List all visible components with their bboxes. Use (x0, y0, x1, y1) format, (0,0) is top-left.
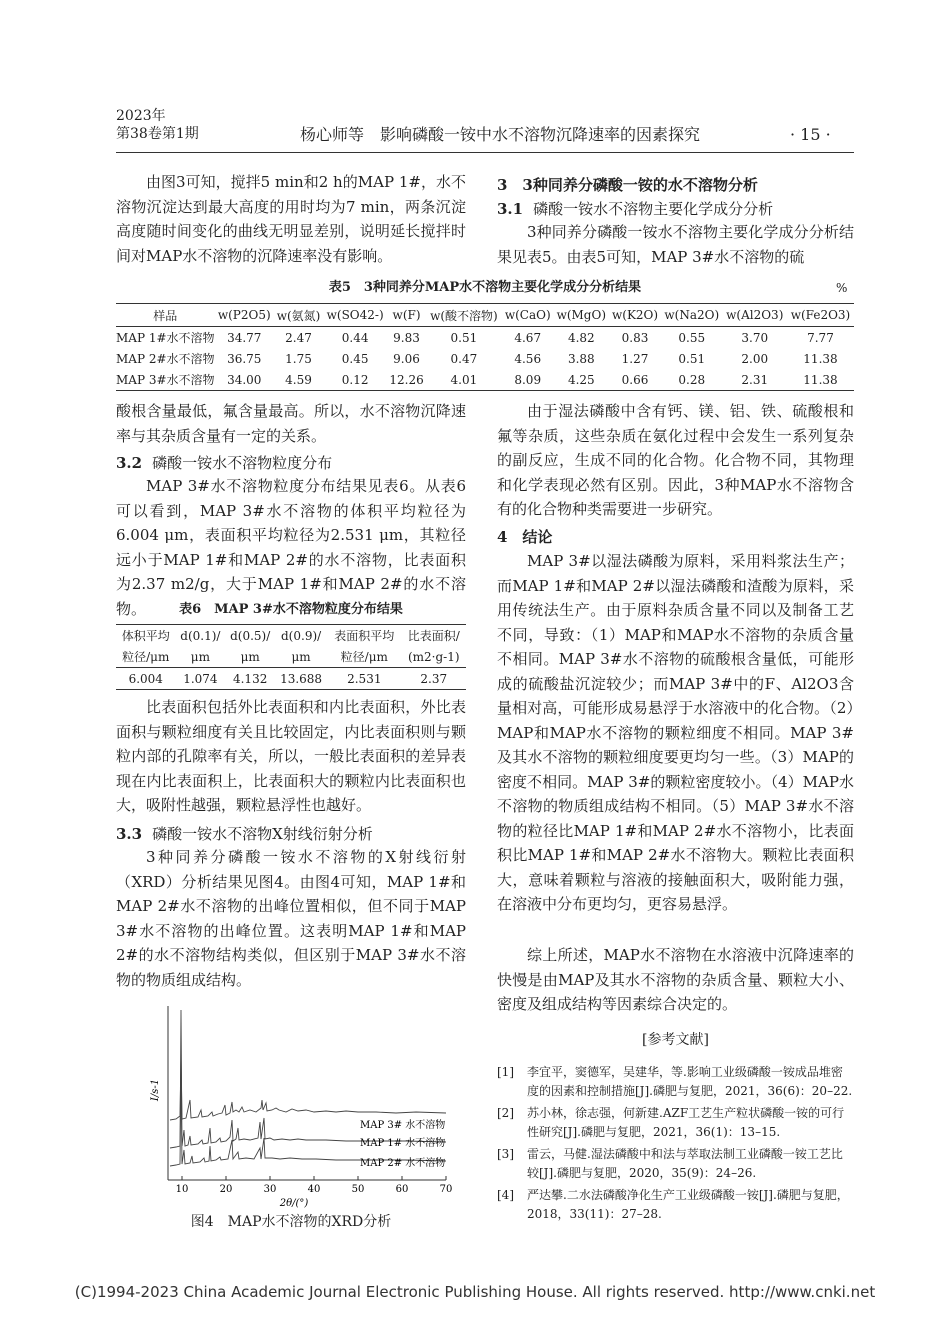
table-6-cell: 2.531 (347, 671, 382, 686)
table-5-cell: 3.70 (741, 330, 769, 345)
table-5-cell: 2.31 (741, 372, 769, 387)
table-6-header: d(0.1)/ (180, 628, 221, 643)
section-3-3-title: 磷酸一铵水不溶物X射线衍射分析 (152, 825, 373, 843)
table-5-cell: MAP 3#水不溶物 (116, 373, 215, 387)
table-5-cell: 4.59 (285, 372, 312, 387)
right-paragraph-2: 由于湿法磷酸中含有钙、镁、铝、铁、硫酸根和氟等杂质，这些杂质在氨化过程中会发生一系列复杂的副反应，生成不同的化合物。化合物不同，其物理和化学表现必然有区别。因此，3种MAP水不溶物含有的化合物种类需要进一步研究。 (497, 402, 854, 518)
section-3-1-title: 磷酸一铵水不溶物主要化学成分分析 (533, 200, 774, 218)
table-6-cell: 4.132 (232, 671, 268, 686)
table-5-cell: 0.47 (450, 351, 478, 366)
x-tick-label: 40 (307, 1184, 321, 1195)
section-3-2-title: 磷酸一铵水不溶物粒度分布 (152, 454, 333, 472)
left-paragraph-2: 酸根含量最低，氟含量最高。所以，水不溶物沉降速率与其杂质含量有一定的关系。 (116, 402, 466, 445)
section-3-3-number: 3.3 (116, 825, 143, 843)
section-3-1-heading (497, 198, 854, 220)
table-5-caption: 表5 3种同养分MAP水不溶物主要化学成分分析结果 (328, 280, 642, 295)
reference-item (497, 1063, 854, 1101)
table-5-cell: 34.00 (227, 372, 262, 387)
section-3-1-number: 3.1 (497, 200, 524, 218)
table-6-cell: 1.074 (183, 671, 218, 686)
table-5-header: w(K2O) (609, 304, 661, 327)
table-5 (116, 303, 854, 391)
legend-label-map2: MAP 2# 水不溶物 (360, 1158, 446, 1169)
table-6-caption: 表6 MAP 3#水不溶物粒度分布结果 (179, 602, 403, 617)
reference-number: [1] (497, 1065, 514, 1079)
table-5-header: w(Na2O) (661, 304, 723, 327)
table-6-header: d(0.5)/ (230, 628, 271, 643)
table-5-header: w(氨氮) (274, 304, 323, 327)
x-tick-label: 60 (395, 1184, 409, 1195)
table-5-cell: 11.38 (803, 372, 838, 387)
table-5-cell: 0.66 (621, 372, 649, 387)
table-5-cell: 4.56 (514, 351, 542, 366)
x-tick-label: 30 (263, 1184, 277, 1195)
section-4-heading: 4 结论 (497, 528, 553, 546)
table-6 (116, 624, 466, 690)
legend-label-map3: MAP 3# 水不溶物 (360, 1120, 446, 1131)
left-paragraph-1: 由图3可知，搅拌5 min和2 h的MAP 1#，水不溶物沉淀达到最大高度的用时均为7 min，两条沉淀高度随时间变化的曲线无明显差别，说明延长搅拌时间对MAP水不溶物的沉降速率没有影响。 (116, 173, 466, 265)
reference-number: [3] (497, 1147, 514, 1161)
left-paragraph-4: 比表面积包括外比表面积和内比表面积，外比表面积与颗粒细度有关且比较固定，内比表面积则与颗粒内部的孔隙率有关，所以，一般比表面积的差异表现在内比表面积上，比表面积大的颗粒内比表面积也大，吸附性越强，颗粒悬浮性也越好。 (116, 698, 466, 814)
reference-number: [2] (497, 1106, 514, 1120)
issue-volume: 第38卷第1期 (116, 126, 199, 142)
figure-4-caption: 图4 MAP水不溶物的XRD分析 (190, 1214, 392, 1230)
table-5-cell: 0.44 (341, 330, 369, 345)
reference-text: 严达攀.二水法磷酸净化生产工业级磷酸一铵[J].磷肥与复肥，2018，33(11)：27–28. (527, 1188, 849, 1221)
table-5-cell: 0.12 (341, 372, 369, 387)
table-5-header: w(F) (387, 304, 426, 327)
table-5-cell: 0.28 (678, 372, 706, 387)
table-5-row (116, 369, 854, 391)
table-5-cell: 1.75 (285, 351, 312, 366)
table-5-cell: MAP 1#水不溶物 (116, 331, 215, 345)
section-3-heading: 3 3种同养分磷酸一铵的水不溶物分析 (497, 176, 758, 194)
table-5-cell: 1.27 (621, 351, 649, 366)
table-5-cell: 0.51 (450, 330, 478, 345)
x-tick-label: 70 (439, 1184, 453, 1195)
copyright-footer: (C)1994-2023 China Academic Journal Electronic Publishing House. All rights reserved. http://www.cnki.net (74, 1283, 876, 1301)
legend-label-map1: MAP 1# 水不溶物 (360, 1138, 446, 1149)
references-title: [参考文献] (642, 1032, 709, 1048)
right-paragraph-3: MAP 3#以湿法磷酸为原料，采用料浆法生产；而MAP 1#和MAP 2#以湿法磷酸和渣酸为原料，采用传统法生产。由于原料杂质含量不同以及制备工艺不同，导致：（1）MAP和MAP水不溶物的杂质含量不相同。MAP 3#水不溶物的硫酸根含量低，可能形成的硫酸盐沉淀较少；而MAP 3#中的F、Al2O3含量相对高，可能形成易悬浮于水溶液中的化合物。（2）MAP和MAP水不溶物的颗粒细度不相同。MAP 3#及其水不溶物的颗粒细度要更均匀一些。（3）MAP的密度不相同。MAP 3#的颗粒密度较小。（4）MAP水不溶物的物质组成结构不相同。（5）MAP 3#水不溶物的粒径比MAP 1#和MAP 2#水不溶物小，比表面积比MAP 1#和MAP 2#水不溶物大。颗粒比表面积大，意味着颗粒与溶液的接触面积大，吸附能力强，在溶液中分布更均匀，更容易悬浮。 (497, 552, 854, 913)
xrd-figure (146, 1000, 456, 1210)
table-6-header: 体积平均 (121, 629, 170, 643)
right-paragraph-4: 综上所述，MAP水不溶物在水溶液中沉降速率的快慢是由MAP及其水不溶物的杂质含量、颗粒大小、密度及组成结构等因素综合决定的。 (497, 946, 854, 1013)
reference-item (497, 1145, 854, 1183)
table-5-header: w(CaO) (502, 304, 554, 327)
table-6-header: d(0.9)/ (281, 628, 322, 643)
table-6-cell: 13.688 (280, 671, 323, 686)
table-6-header: 表面积平均 (334, 629, 395, 643)
table-5-header: w(MgO) (553, 304, 609, 327)
table-5-cell: 4.67 (514, 330, 542, 345)
table-6-row (116, 668, 466, 690)
table-5-row (116, 348, 854, 369)
xrd-trace-map3 (170, 1056, 446, 1120)
section-3-3-heading (116, 823, 466, 845)
issue-year: 2023年 (116, 108, 166, 124)
table-5-cell: MAP 2#水不溶物 (116, 352, 215, 366)
page-number: · 15 · (790, 125, 831, 144)
reference-text: 苏小林，徐志强，何新建.AZF工艺生产粒状磷酸一铵的可行性研究[J].磷肥与复肥，2021，36(1)：13–15. (527, 1106, 845, 1139)
table-6-header-row (116, 625, 466, 647)
table-5-cell: 9.83 (393, 330, 420, 345)
table-5-cell: 12.26 (389, 372, 424, 387)
table-5-cell: 2.00 (741, 351, 769, 366)
table-6-header: (m2·g-1) (401, 646, 466, 668)
table-5-header: w(SO42-) (323, 304, 387, 327)
table-5-header-row (116, 304, 854, 327)
table-5-header: w(Al2O3) (723, 304, 787, 327)
table-5-cell: 0.45 (341, 351, 369, 366)
table-5-cell: 4.82 (567, 330, 595, 345)
y-axis-label: I/s-1 (150, 1078, 161, 1102)
x-ticks (182, 1176, 446, 1180)
section-3-2-heading (116, 452, 466, 474)
x-axis-label: 2θ/(°) (279, 1198, 309, 1209)
table-5-cell: 0.55 (678, 330, 706, 345)
reference-item (497, 1104, 854, 1142)
header-rule (116, 152, 854, 153)
table-5-cell: 4.25 (567, 372, 595, 387)
table-5-unit: % (836, 281, 848, 295)
table-6-header-row (116, 646, 466, 668)
table-5-cell: 3.88 (567, 351, 595, 366)
table-5-row (116, 327, 854, 349)
table-6-cell: 6.004 (128, 671, 163, 686)
table-5-cell: 9.06 (393, 351, 420, 366)
table-6-header: 比表面积/ (407, 629, 460, 643)
x-tick-label: 10 (175, 1184, 189, 1195)
table-5-header: w(P2O5) (215, 304, 274, 327)
table-5-cell: 4.01 (450, 372, 478, 387)
table-5-header: w(Fe2O3) (787, 304, 854, 327)
reference-number: [4] (497, 1188, 514, 1202)
table-6-header: μm (176, 646, 226, 668)
right-paragraph-1: 3种同养分磷酸一铵水不溶物主要化学成分分析结果见表5。由表5可知，MAP 3#水不溶物的硫 (497, 223, 854, 266)
table-5-cell: 7.77 (807, 330, 834, 345)
table-5-header: 样品 (116, 304, 215, 327)
table-5-cell: 0.51 (678, 351, 706, 366)
running-title: 杨心师等 影响磷酸一铵中水不溶物沉降速率的因素探究 (300, 125, 701, 144)
table-5-cell: 36.75 (227, 351, 262, 366)
section-3-2-number: 3.2 (116, 454, 143, 472)
table-5-cell: 8.09 (514, 372, 542, 387)
xrd-trace-map2 (170, 1072, 446, 1166)
table-5-cell: 11.38 (803, 351, 838, 366)
left-paragraph-3: MAP 3#水不溶物粒度分布结果见表6。从表6可以看到，MAP 3#水不溶物的体积平均粒径为6.004 μm，表面积平均粒径为2.531 μm，其粒径远小于MAP 1#和MAP 2#的水不溶物，比表面积为2.37 m2/g，大于MAP 1#和MAP 2#的水不溶物。 (116, 477, 466, 618)
table-5-cell: 2.47 (285, 330, 312, 345)
table-6-header: μm (275, 646, 327, 668)
reference-item (497, 1186, 854, 1224)
table-5-header: w(酸不溶物) (426, 304, 502, 327)
table-6-header: 粒径/μm (327, 646, 401, 668)
x-tick-label: 50 (351, 1184, 365, 1195)
table-6-header: 粒径/μm (116, 646, 176, 668)
x-tick-label: 20 (219, 1184, 233, 1195)
table-6-cell: 2.37 (420, 671, 448, 686)
left-paragraph-5: 3种同养分磷酸一铵水不溶物的X射线衍射（XRD）分析结果见图4。由图4可知，MAP 1#和MAP 2#水不溶物的出峰位置相似，但不同于MAP 3#水不溶物的出峰位置。这表明MAP 1#和MAP 2#的水不溶物结构类似，但区别于MAP 3#水不溶物的物质组成结构。 (116, 848, 466, 989)
table-6-header: μm (225, 646, 275, 668)
reference-text: 李宜平，窦德军，吴建华，等.影响工业级磷酸一铵成品堆密度的因素和控制措施[J].磷肥与复肥，2021，36(6)：20–22. (527, 1065, 853, 1098)
table-5-cell: 34.77 (227, 330, 262, 345)
table-5-cell: 0.83 (621, 330, 649, 345)
reference-text: 雷云，马健.湿法磷酸中和法与萃取法制工业磷酸一铵工艺比较[J].磷肥与复肥，2020，35(9)：24–26. (527, 1147, 843, 1180)
